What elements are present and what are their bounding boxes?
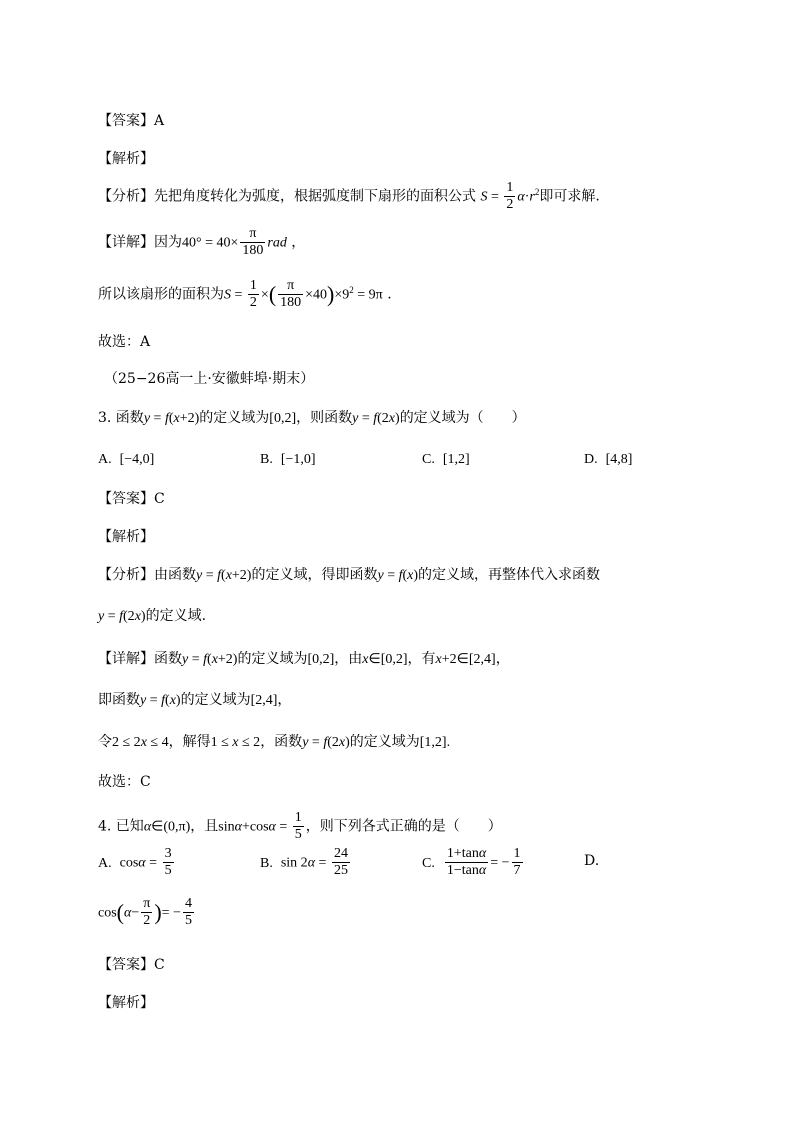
q2-xiangjie-line: 【详解】因为40° = 40× $\frac{\pi}{180}$ rad ， <box>98 226 306 258</box>
q4-option-b[interactable]: B. sin 2α = $\frac{24}{25}$ <box>260 846 348 878</box>
q3-option-b[interactable]: B. [−1,0] <box>260 452 316 467</box>
q4-answer: 【答案】C <box>98 957 165 973</box>
xiangjie-tag: 【详解】 <box>98 234 154 251</box>
sector-formula: S <box>480 189 488 205</box>
q3-option-a[interactable]: A. [−4,0] <box>98 452 155 467</box>
fenxi-end: 即可求解. <box>539 188 600 205</box>
xiangjie-text: 因为 <box>154 234 182 251</box>
q3-fenxi-line: 【分析】由函数y = f(x+2)的定义域，得即函数y = f(x)的定义域，再整体代入求函数 <box>98 567 601 583</box>
q3-option-d[interactable]: D. [4,8] <box>584 452 633 467</box>
q3-source: （25−26高一上·安徽蚌埠·期末） <box>104 371 315 387</box>
q2-answer: 【答案】A <box>98 113 165 129</box>
q3-guxuan: 故选：C <box>98 774 151 790</box>
q4-stem: 4. 已知α∈(0,π)，且sinα+cosα = $\frac{1}{5}$ ，则下列各式正确的是（ ） <box>98 810 502 842</box>
fenxi-text: 先把角度转化为弧度，根据弧度制下扇形的面积公式 <box>154 188 476 205</box>
q2-jiexi: 【解析】 <box>98 151 154 167</box>
q4-option-a[interactable]: A. cosα = $\frac{3}{5}$ <box>98 846 172 878</box>
q3-answer: 【答案】C <box>98 491 165 507</box>
q3-jiexi: 【解析】 <box>98 529 154 545</box>
q3-ji-line: 即函数y = f(x)的定义域为[2,4]， <box>98 692 292 708</box>
area-text: 所以该扇形的面积为 <box>98 286 224 303</box>
q4-option-d-label[interactable]: D. <box>584 853 600 869</box>
q3-stem: 3. 函数y = f(x+2)的定义域为[0,2]，则函数y = f(2x)的定义域为（ ） <box>98 410 526 426</box>
q2-guxuan: 故选：A <box>98 334 151 350</box>
q4-option-d-content[interactable]: cos(α− $\frac{\pi}{2}$ )= − $\frac{4}{5}$ <box>98 896 192 928</box>
q2-area-line: 所以该扇形的面积为S = $\frac{1}{2}$ ×( $\frac{\pi}{180}$ $\times 40)\times 9^2 = 9\pi$ . <box>98 278 392 310</box>
fenxi-tag: 【分析】 <box>98 188 154 205</box>
q3-ling-line: 令2 ≤ 2x ≤ 4，解得1 ≤ x ≤ 2，函数y = f(2x)的定义域为[1,2]. <box>98 734 451 750</box>
q3-option-c[interactable]: C. [1,2] <box>422 452 470 467</box>
q3-fenxi-line2: y = f(2x)的定义域. <box>98 608 207 624</box>
q3-xiangjie-line: 【详解】函数y = f(x+2)的定义域为[0,2]，由x∈[0,2]，有x+2∈[2,4]， <box>98 651 510 667</box>
q2-fenxi-line: 【分析】先把角度转化为弧度，根据弧度制下扇形的面积公式 S = $\frac{1}{2}$ $\alpha\cdot r^2$即可求解. <box>98 180 600 212</box>
q4-option-c[interactable]: C. $\frac{1+\tan\alpha}{1-\tan\alpha}$ = − $\frac{1}{7}$ <box>422 846 521 878</box>
q4-jiexi: 【解析】 <box>98 995 154 1011</box>
